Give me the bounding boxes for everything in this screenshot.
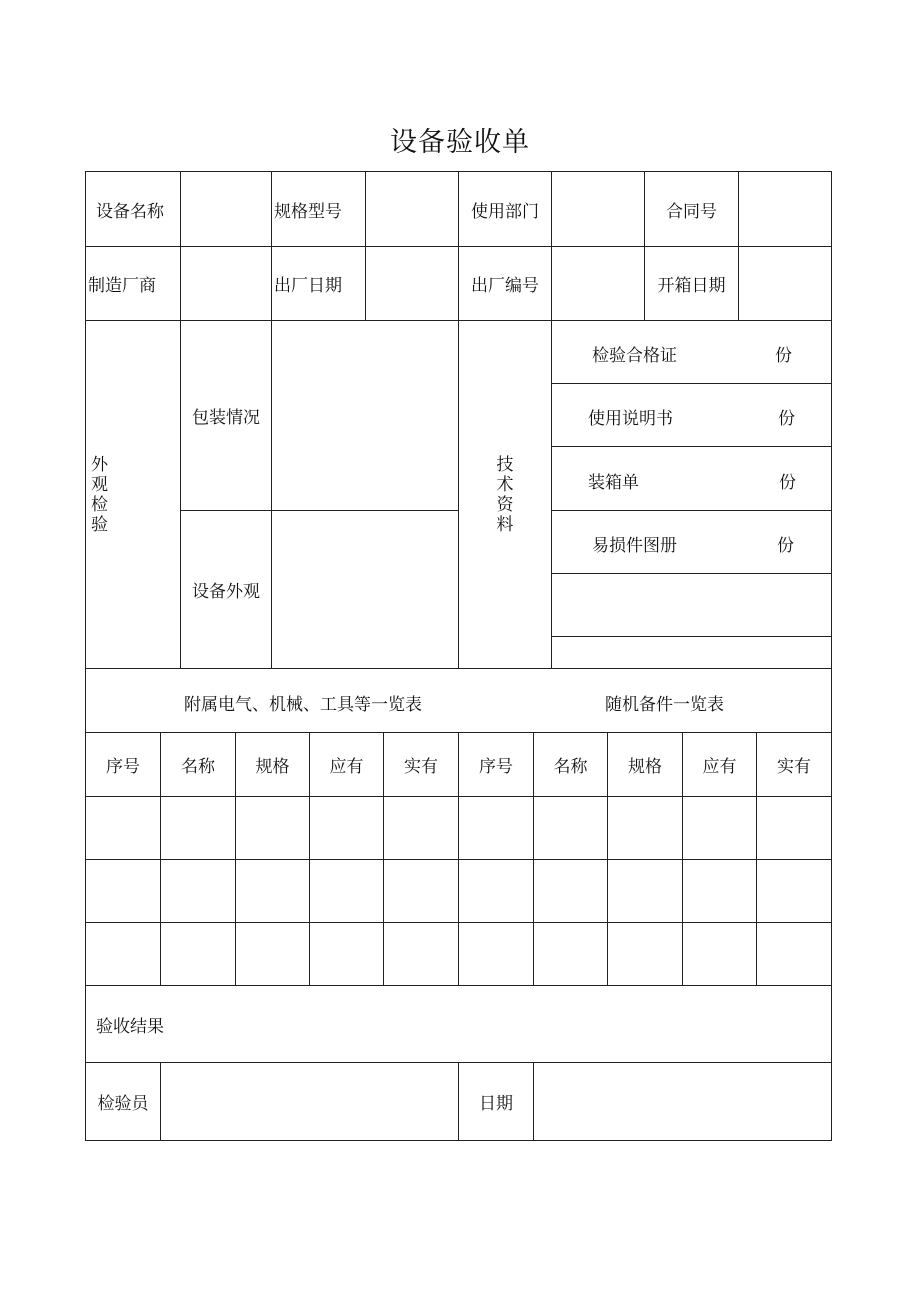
col-header: 序号	[458, 732, 534, 797]
table-cell[interactable]	[682, 796, 757, 860]
col-header: 序号	[85, 732, 161, 797]
page-title: 设备验收单	[390, 127, 530, 158]
group-char: 外	[91, 454, 108, 475]
group-char: 资	[496, 494, 514, 515]
table-cell[interactable]	[309, 922, 384, 986]
table-cell[interactable]	[383, 796, 459, 860]
field-manufacturer[interactable]	[180, 246, 272, 321]
accessories-list-title: 附属电气、机械、工具等一览表	[184, 695, 422, 715]
label-inspector: 检验员	[85, 1062, 161, 1141]
table-cell[interactable]	[383, 922, 459, 986]
field-production-date[interactable]	[365, 246, 459, 321]
field-model-spec[interactable]	[365, 171, 459, 247]
table-cell[interactable]	[383, 859, 459, 923]
table-cell[interactable]	[607, 922, 683, 986]
label-production-date: 出厂日期	[271, 246, 366, 321]
table-cell[interactable]	[607, 796, 683, 860]
table-cell[interactable]	[85, 922, 161, 986]
col-header: 实有	[756, 732, 832, 797]
table-cell[interactable]	[607, 859, 683, 923]
field-unboxing-date[interactable]	[738, 246, 832, 321]
field-packaging[interactable]	[271, 320, 459, 511]
field-department[interactable]	[551, 171, 645, 247]
label-technical-documents	[458, 320, 552, 669]
table-cell[interactable]	[160, 796, 236, 860]
col-header: 应有	[682, 732, 757, 797]
table-cell[interactable]	[682, 859, 757, 923]
table-cell[interactable]	[756, 859, 832, 923]
table-cell[interactable]	[309, 859, 384, 923]
label-appearance: 设备外观	[180, 510, 272, 669]
label-contract-no: 合同号	[644, 171, 739, 247]
doc-row-manual[interactable]	[551, 383, 832, 447]
doc-unit: 份	[778, 409, 795, 429]
col-header: 规格	[607, 732, 683, 797]
label-unboxing-date: 开箱日期	[644, 246, 739, 321]
doc-name: 易损件图册	[592, 536, 677, 556]
doc-row-blank[interactable]	[551, 636, 832, 669]
field-date[interactable]	[533, 1062, 832, 1141]
doc-name: 使用说明书	[588, 409, 673, 429]
group-char: 验	[91, 514, 108, 535]
group-char: 观	[91, 474, 108, 495]
col-header: 实有	[383, 732, 459, 797]
table-cell[interactable]	[309, 796, 384, 860]
label-serial-no: 出厂编号	[458, 246, 552, 321]
doc-unit: 份	[775, 346, 792, 366]
doc-row-certificate[interactable]	[551, 320, 832, 384]
table-cell[interactable]	[85, 796, 161, 860]
doc-unit: 份	[779, 473, 796, 493]
label-appearance-inspection	[85, 320, 181, 669]
table-cell[interactable]	[458, 859, 534, 923]
table-cell[interactable]	[756, 922, 832, 986]
field-inspector[interactable]	[160, 1062, 459, 1141]
field-serial-no[interactable]	[551, 246, 645, 321]
table-cell[interactable]	[160, 859, 236, 923]
label-packaging: 包装情况	[180, 320, 272, 511]
group-char: 技	[496, 454, 514, 475]
field-equipment-name[interactable]	[180, 171, 272, 247]
doc-name: 装箱单	[588, 473, 639, 493]
col-header: 名称	[533, 732, 608, 797]
label-department: 使用部门	[458, 171, 552, 247]
col-header: 规格	[235, 732, 310, 797]
doc-unit: 份	[777, 536, 794, 556]
table-cell[interactable]	[235, 922, 310, 986]
field-contract-no[interactable]	[738, 171, 832, 247]
table-cell[interactable]	[533, 922, 608, 986]
doc-row-blank[interactable]	[551, 573, 832, 637]
spares-list-title: 随机备件一览表	[605, 695, 724, 715]
table-cell[interactable]	[682, 922, 757, 986]
table-cell[interactable]	[235, 796, 310, 860]
label-model-spec: 规格型号	[271, 171, 366, 247]
field-appearance[interactable]	[271, 510, 459, 669]
col-header: 应有	[309, 732, 384, 797]
list-titles-row	[85, 668, 832, 733]
acceptance-result-label: 验收结果	[96, 1016, 164, 1037]
doc-row-packing-list[interactable]	[551, 446, 832, 511]
group-char: 料	[496, 514, 514, 535]
doc-row-wear-parts[interactable]	[551, 510, 832, 574]
col-header: 名称	[160, 732, 236, 797]
doc-name: 检验合格证	[592, 346, 677, 366]
table-cell[interactable]	[235, 859, 310, 923]
label-manufacturer: 制造厂商	[85, 246, 181, 321]
table-cell[interactable]	[458, 796, 534, 860]
acceptance-result-row[interactable]	[85, 985, 832, 1063]
table-cell[interactable]	[458, 922, 534, 986]
group-char: 术	[496, 474, 514, 495]
table-cell[interactable]	[85, 859, 161, 923]
table-cell[interactable]	[533, 859, 608, 923]
label-date: 日期	[458, 1062, 534, 1141]
group-char: 检	[91, 494, 108, 515]
table-cell[interactable]	[756, 796, 832, 860]
table-cell[interactable]	[160, 922, 236, 986]
label-equipment-name: 设备名称	[85, 171, 181, 247]
table-cell[interactable]	[533, 796, 608, 860]
